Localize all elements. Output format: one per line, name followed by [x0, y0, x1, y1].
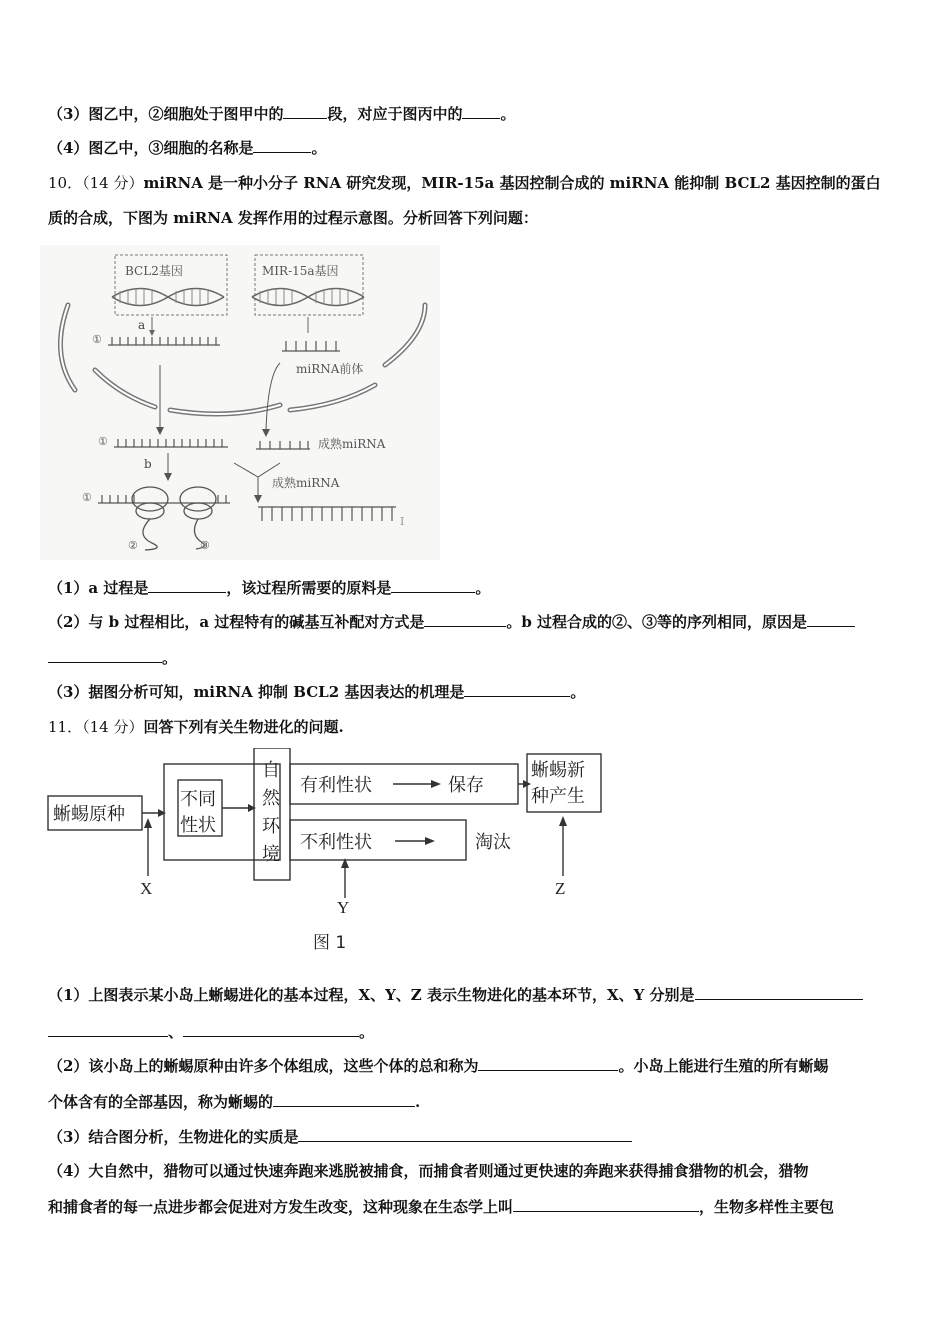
unfavorable-traits-label: 不利性状 [300, 832, 372, 853]
different-traits-label-2: 性状 [180, 815, 216, 836]
q11-sub1-cont: 、 。 [48, 1021, 374, 1042]
process-b-label: b [144, 457, 152, 471]
q10-stem-line1: 10．（14 分）miRNA 是一种小分子 RNA 研究发现，MIR-15a 基因控制合成的 miRNA 能抑制 BCL2 基因控制的蛋白 [48, 174, 881, 192]
y-label: Y [337, 898, 350, 917]
lizard-evolution-diagram [45, 748, 615, 958]
strand-3-label: ① [82, 491, 92, 504]
environment-label-3: 环 [262, 816, 280, 837]
strand-roman-label: I [400, 515, 405, 528]
x-label: X [140, 879, 153, 898]
answer-blank[interactable] [464, 682, 570, 697]
figure-caption: 图 1 [313, 933, 347, 953]
answer-blank[interactable] [478, 1056, 618, 1071]
answer-blank[interactable] [253, 138, 311, 153]
answer-blank[interactable] [298, 1127, 632, 1142]
z-label: Z [555, 879, 566, 898]
answer-blank[interactable] [48, 1022, 168, 1037]
new-species-label-2: 种产生 [531, 786, 585, 807]
mature-mirna-label-1: 成熟miRNA [318, 437, 386, 451]
answer-blank[interactable] [48, 648, 162, 663]
answer-blank[interactable] [183, 1022, 359, 1037]
q11-sub2: （2）该小岛上的蜥蜴原种由许多个体组成，这些个体的总和称为 。小岛上能进行生殖的所有蜥蜴 [48, 1057, 829, 1075]
answer-blank[interactable] [283, 104, 327, 119]
answer-blank[interactable] [513, 1197, 699, 1212]
q10-sub3: （3）据图分析可知，miRNA 抑制 BCL2 基因表达的机理是 。 [48, 683, 586, 701]
mir15a-gene-label: MIR-15a基因 [262, 264, 339, 278]
q11-stem: 11．（14 分）回答下列有关生物进化的问题. [48, 718, 344, 736]
different-traits-label-1: 不同 [180, 789, 216, 810]
peptide-2-label: ② [128, 539, 138, 552]
environment-label-4: 境 [262, 844, 280, 865]
q11-sub3: （3）结合图分析，生物进化的实质是 [48, 1126, 632, 1147]
environment-label-2: 然 [262, 788, 280, 809]
answer-blank[interactable] [273, 1092, 415, 1107]
mirna-process-diagram [40, 245, 440, 560]
answer-blank[interactable] [148, 578, 226, 593]
answer-blank[interactable] [462, 104, 500, 119]
answer-blank[interactable] [695, 985, 863, 1000]
q11-sub4-cont: 和捕食者的每一点进步都会促进对方发生改变，这种现象在生态学上叫 ，生物多样性主要包 [48, 1198, 835, 1216]
q10-stem-line2: 质的合成，下图为 miRNA 发挥作用的过程示意图。分析回答下列问题： [48, 209, 538, 227]
process-a-label: a [138, 318, 146, 332]
q10-sub2: （2）与 b 过程相比，a 过程特有的碱基互补配对方式是 。b 过程合成的②、③等的序列相同，原因是 [48, 611, 855, 632]
mature-mirna-label-2: 成熟miRNA [272, 476, 340, 490]
environment-label-1: 自 [262, 760, 280, 781]
new-species-label-1: 蜥蜴新 [531, 760, 585, 781]
strand-1-label: ① [92, 333, 102, 346]
answer-blank[interactable] [391, 578, 475, 593]
q9-sub4: （4）图乙中，③细胞的名称是 。 [48, 139, 327, 157]
q9-sub3: （3）图乙中，②细胞处于图甲中的 段，对应于图丙中的 。 [48, 105, 516, 123]
bcl2-gene-label: BCL2基因 [125, 264, 183, 278]
q11-sub2-cont: 个体含有的全部基因，称为蜥蜴的 . [48, 1093, 421, 1111]
strand-2-label: ① [98, 435, 108, 448]
preserved-label: 保存 [448, 775, 484, 796]
peptide-3-label: ③ [200, 539, 210, 552]
answer-blank[interactable] [424, 612, 506, 627]
q11-sub4: （4）大自然中，猎物可以通过快速奔跑来逃脱被捕食，而捕食者则通过更快速的奔跑来获得捕食猎物的机会，猎物 [48, 1162, 809, 1180]
q10-sub1: （1）a 过程是 ，该过程所需要的原料是 。 [48, 579, 491, 597]
origin-species-label: 蜥蜴原种 [53, 804, 125, 825]
mirna-precursor-label: miRNA前体 [296, 362, 364, 376]
q10-sub2-cont: 。 [48, 647, 177, 668]
favorable-traits-label: 有利性状 [300, 775, 372, 796]
answer-blank[interactable] [807, 612, 855, 627]
eliminated-label: 淘汰 [475, 832, 511, 853]
q11-sub1: （1）上图表示某小岛上蜥蜴进化的基本过程，X、Y、Z 表示生物进化的基本环节，X、Y 分别是 [48, 984, 863, 1005]
